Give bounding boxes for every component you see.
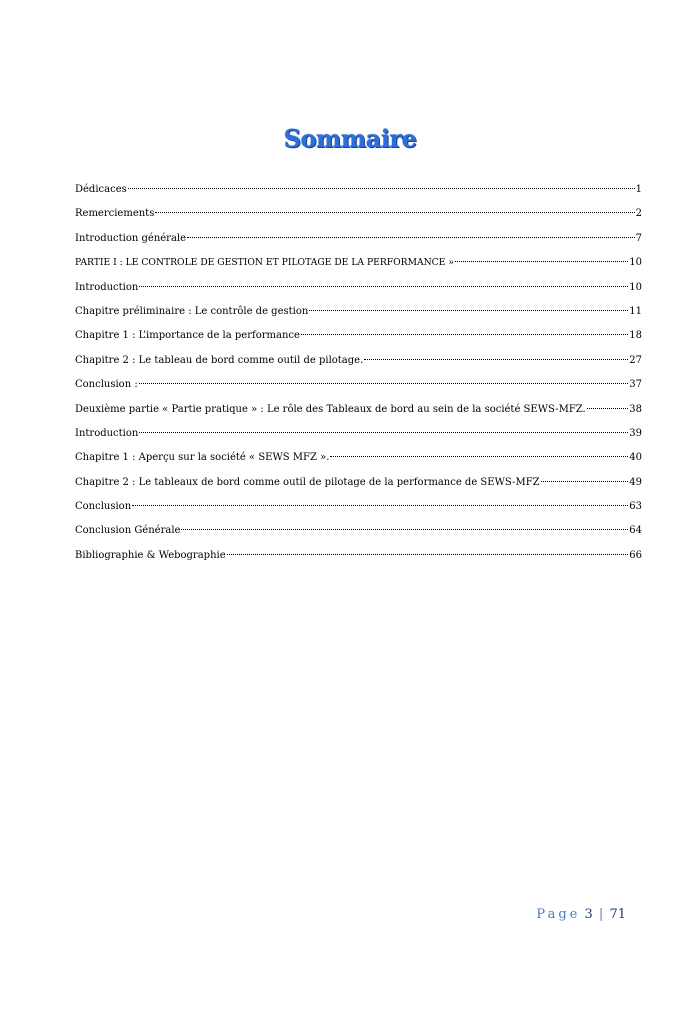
toc-entry-title: Dédicaces [75, 184, 127, 195]
toc-entry-title: Chapitre 1 : Aperçu sur la société « SEWS MFZ ». [75, 452, 330, 464]
toc-dot-leader [132, 505, 628, 506]
toc-entry-page: 11 [629, 305, 642, 317]
toc-dot-leader [227, 554, 629, 555]
toc-dot-leader [181, 529, 628, 530]
footer-total-pages: 71 [609, 907, 626, 922]
toc-entry-page: 7 [635, 232, 642, 244]
page-title: Sommaire [283, 124, 417, 154]
toc-entry-page: 39 [629, 427, 642, 439]
toc-entry-page: 10 [629, 281, 642, 293]
toc-entry-page: 37 [629, 379, 642, 391]
toc-entry-title: PARTIE I : LE CONTROLE DE GESTION ET PILOTAGE DE LA PERFORMANCE » [75, 257, 454, 269]
toc-entry-title: Introduction [75, 281, 139, 293]
toc-dot-leader [187, 237, 635, 238]
toc-entry-title: Conclusion [75, 501, 132, 513]
toc-entry-page: 49 [629, 476, 642, 488]
toc-entry-page: 2 [635, 208, 642, 220]
toc-dot-leader [301, 334, 628, 335]
toc-entry-title: Chapitre 1 : L’importance de la performance [75, 330, 300, 342]
toc-entry-title: Chapitre 2 : Le tableaux de bord comme outil de pilotage de la performance de SEWS-MFZ [75, 476, 540, 488]
toc-entry-partie-1[interactable] [75, 256, 642, 280]
toc-entry-title: Conclusion Générale [75, 525, 181, 537]
toc-entry-page: 27 [629, 354, 642, 366]
toc-entry-page: 1 [635, 184, 642, 195]
toc-entry-title: Remerciements [75, 208, 155, 220]
toc-dot-leader [139, 286, 628, 287]
toc-entry-title: Chapitre préliminaire : Le contrôle de gestion [75, 305, 309, 317]
footer-page-label: Page [536, 907, 581, 922]
toc-entry-chapitre-1-performance[interactable] [75, 329, 642, 353]
toc-entry-page: 63 [629, 501, 642, 513]
toc-entry-deuxieme-partie[interactable] [75, 403, 642, 427]
toc-entry-title: Introduction générale [75, 232, 187, 244]
toc-entry-page: 64 [629, 525, 642, 537]
toc-entry-title: Introduction [75, 427, 139, 439]
toc-entry-page: 66 [629, 549, 642, 561]
toc-entry-introduction-1[interactable] [75, 281, 642, 305]
toc-entry-introduction-generale[interactable] [75, 232, 642, 256]
toc-dot-leader [541, 481, 629, 482]
footer-separator: | [598, 907, 604, 922]
toc-entry-page: 40 [629, 452, 642, 464]
toc-entry-chapitre-2-pilotage-sews[interactable] [75, 476, 642, 500]
toc-entry-conclusion-1[interactable] [75, 378, 642, 402]
toc-dot-leader [139, 383, 629, 384]
toc-entry-page: 18 [629, 330, 642, 342]
toc-dot-leader [364, 359, 628, 360]
toc-dot-leader [330, 456, 628, 457]
toc-entry-conclusion-2[interactable] [75, 500, 642, 524]
toc-entry-page: 38 [629, 403, 642, 415]
toc-entry-bibliographie[interactable] [75, 549, 642, 573]
toc-entry-page: 10 [629, 257, 642, 269]
toc-entry-title: Conclusion : [75, 379, 138, 391]
toc-entry-title: Bibliographie & Webographie [75, 549, 226, 561]
toc-entry-chapitre-1-apercu[interactable] [75, 451, 642, 475]
footer-current-page: 3 [584, 907, 593, 922]
table-of-contents [75, 183, 642, 573]
page-footer [536, 907, 626, 922]
toc-dot-leader [309, 310, 628, 311]
toc-dot-leader [128, 188, 635, 189]
toc-entry-dedicaces[interactable] [75, 183, 642, 207]
toc-dot-leader [139, 432, 628, 433]
toc-entry-chapitre-2-tableau-de-bord[interactable] [75, 354, 642, 378]
toc-entry-chapitre-preliminaire[interactable] [75, 305, 642, 329]
toc-dot-leader [587, 408, 629, 409]
toc-entry-title: Chapitre 2 : Le tableau de bord comme outil de pilotage. [75, 354, 364, 366]
toc-entry-introduction-2[interactable] [75, 427, 642, 451]
toc-entry-conclusion-generale[interactable] [75, 524, 642, 548]
toc-entry-remerciements[interactable] [75, 207, 642, 231]
toc-entry-title: Deuxième partie « Partie pratique » : Le rôle des Tableaux de bord au sein de la société SEWS-MFZ. [75, 403, 586, 415]
toc-dot-leader [455, 261, 628, 262]
toc-dot-leader [155, 212, 634, 213]
